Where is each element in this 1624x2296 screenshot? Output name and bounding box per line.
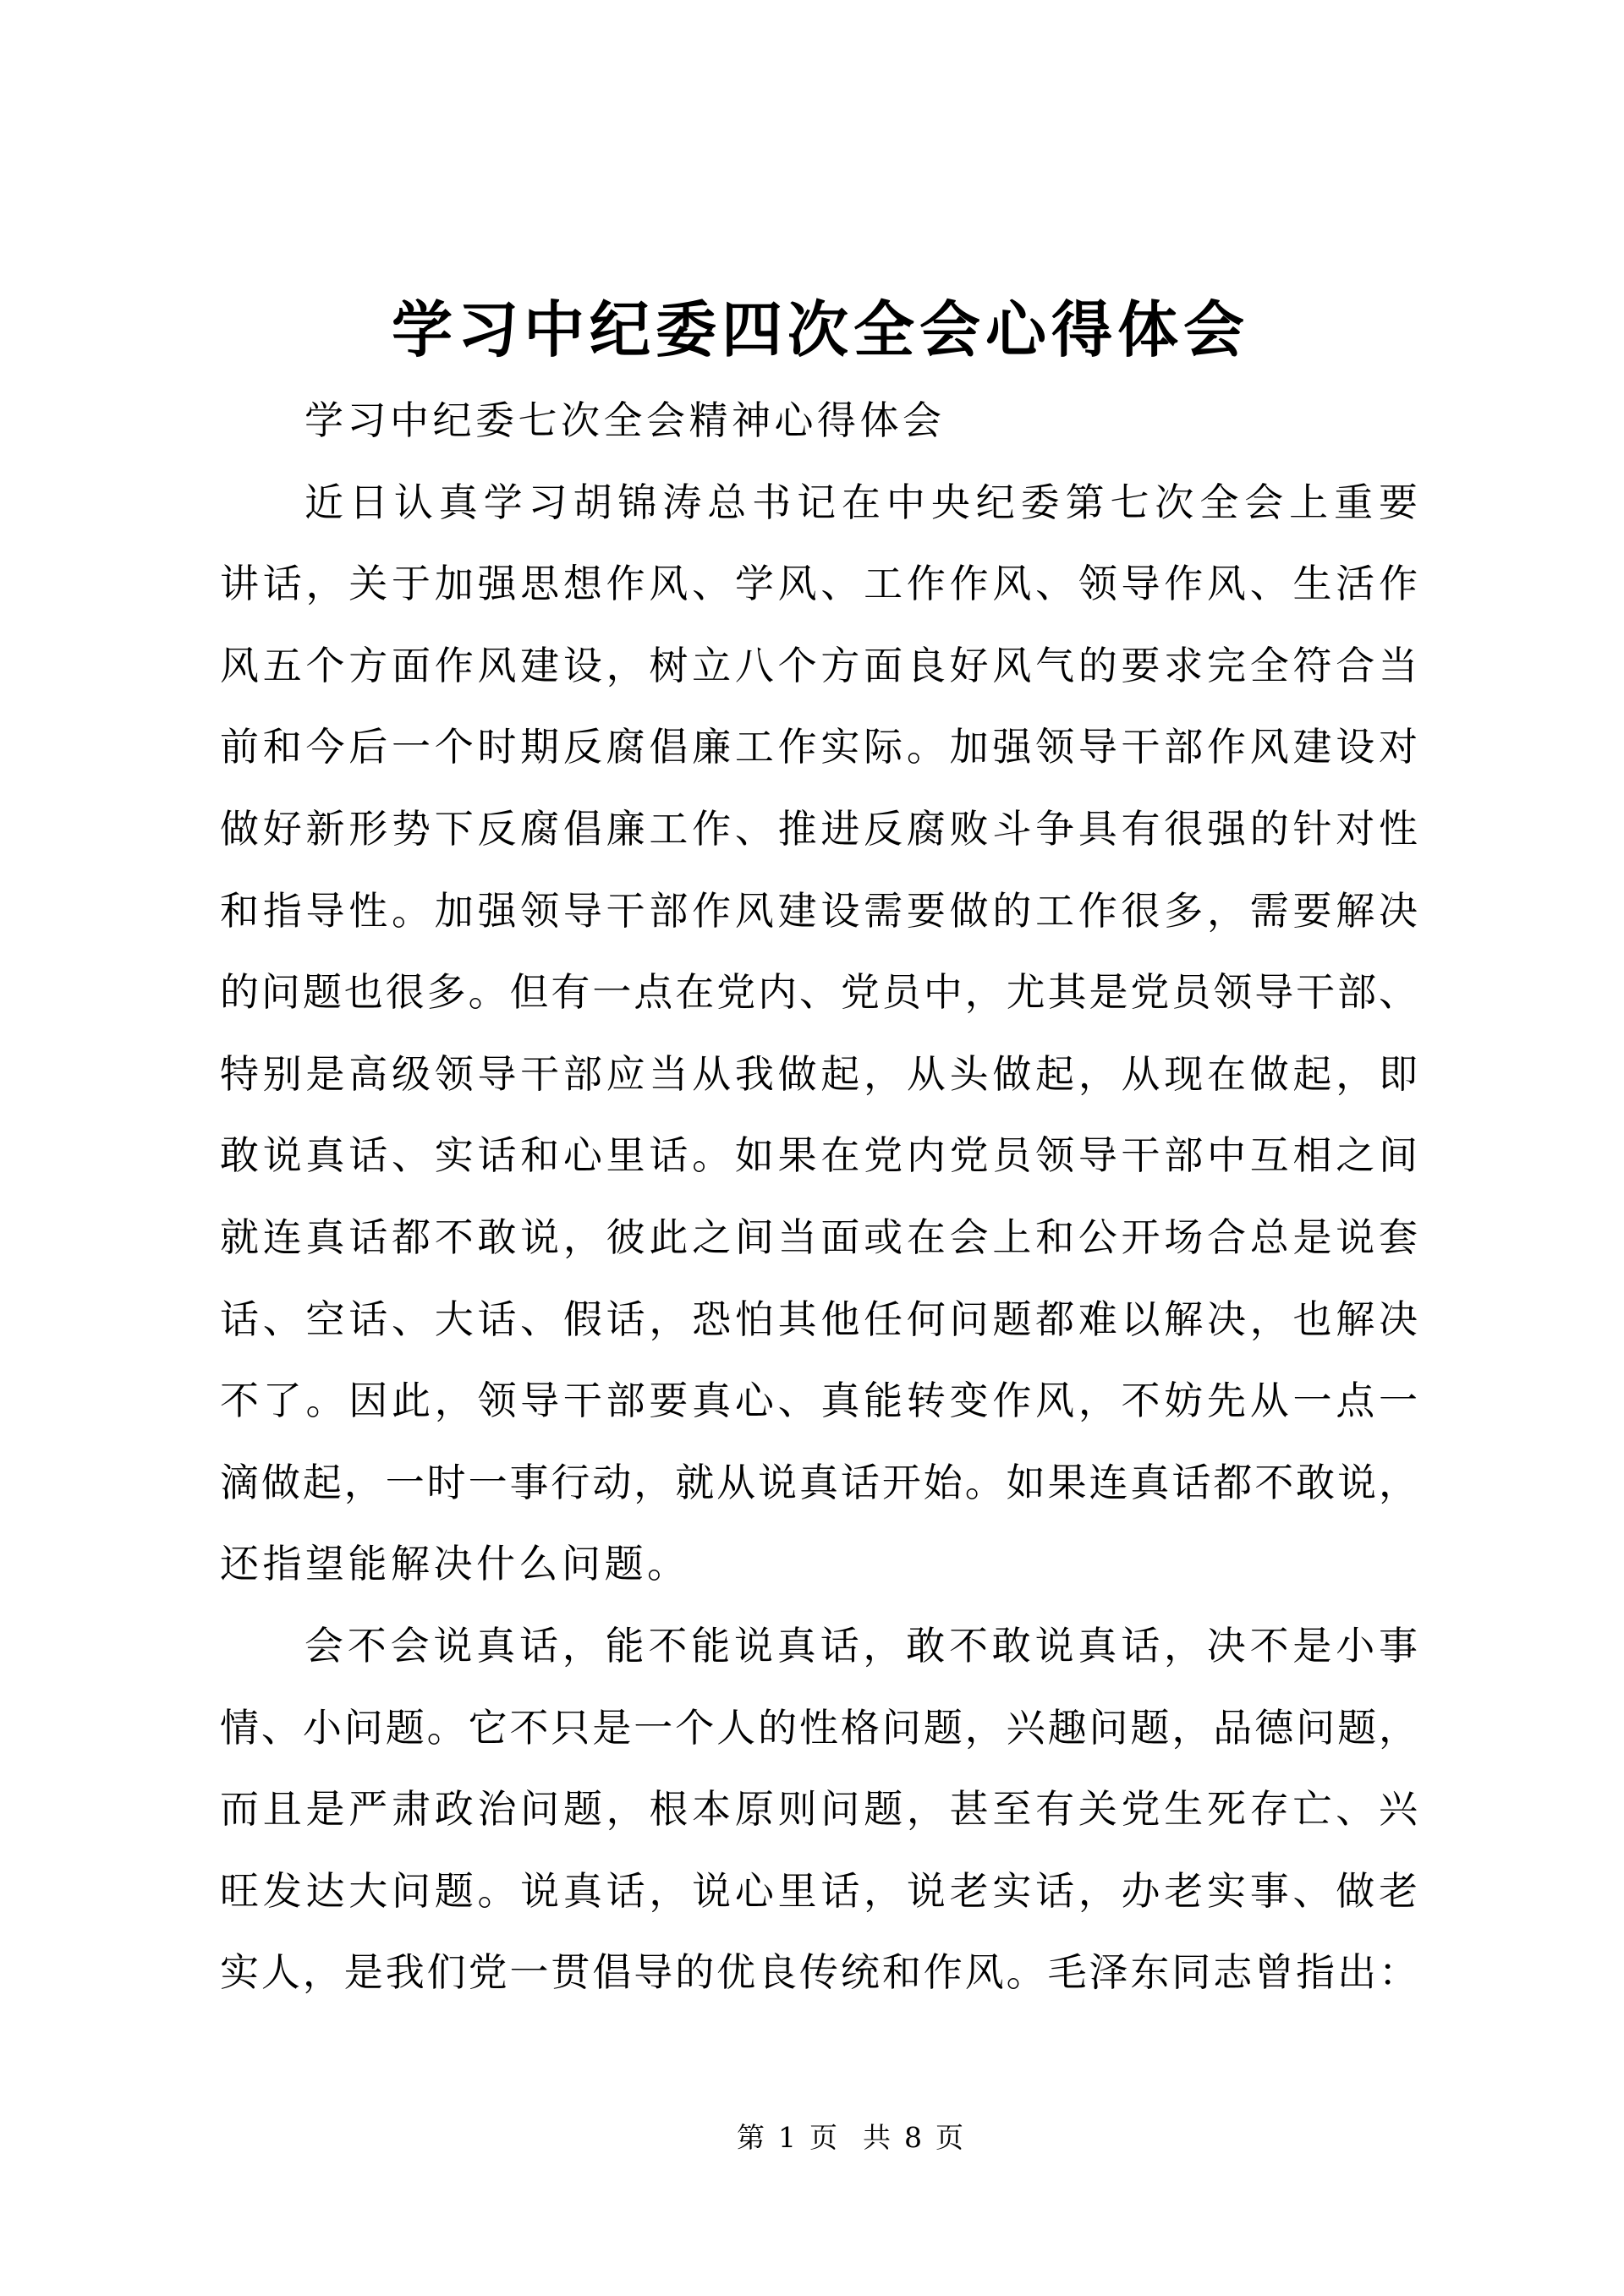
paragraph-line: 敢说真话、实话和心里话。如果在党内党员领导干部中互相之间 [220,1132,1418,1179]
paragraph-line: 讲话，关于加强思想作风、学风、工作作风、领导作风、生活作 [220,561,1418,607]
total-pages-number: 8 [904,2121,924,2154]
paragraph-line: 滴做起，一时一事行动，就从说真话开始。如果连真话都不敢说， [220,1459,1418,1505]
paragraph-line: 风五个方面作风建设，树立八个方面良好风气的要求完全符合当 [220,642,1418,688]
total-label-suffix: 页 [935,2121,965,2154]
paragraph-line: 前和今后一个时期反腐倡廉工作实际。加强领导干部作风建设对 [220,724,1418,770]
current-page-number: 1 [778,2121,798,2154]
paragraph-line: 旺发达大问题。说真话，说心里话，说老实话，办老实事、做老 [220,1867,1418,1914]
paragraph-line: 和指导性。加强领导干部作风建设需要做的工作很多，需要解决 [220,887,1418,934]
total-label-prefix: 共 [863,2121,892,2154]
paragraph-line: 不了。因此，领导干部要真心、真能转变作风，不妨先从一点一 [220,1378,1418,1424]
paragraph-line: 情、小问题。它不只是一个人的性格问题，兴趣问题，品德问题， [220,1704,1418,1751]
paragraph-line: 的问题也很多。但有一点在党内、党员中，尤其是党员领导干部、 [220,969,1418,1016]
page-label-prefix: 第 [737,2121,766,2154]
document-body [220,392,1418,2026]
paragraph-line: 就连真话都不敢说，彼此之间当面或在会上和公开场合总是说套 [220,1214,1418,1260]
document-title: 学习中纪委四次全会心得体会 [391,293,1249,365]
paragraph-line: 做好新形势下反腐倡廉工作、推进反腐败斗争具有很强的针对性 [220,805,1418,852]
paragraph-1 [220,474,1418,1618]
paragraph-line: 特别是高级领导干部应当从我做起，从头做起，从现在做起，即 [220,1050,1418,1097]
page-label-suffix: 页 [809,2121,839,2154]
page-footer [0,2114,1624,2162]
paragraph-line: 话、空话、大话、假话，恐怕其他任何问题都难以解决，也解决 [220,1296,1418,1342]
paragraph-2 [220,1618,1418,2026]
paragraph-line: 会不会说真话，能不能说真话，敢不敢说真话，决不是小事 [304,1622,1418,1669]
paragraph-line: 而且是严肃政治问题，根本原则问题，甚至有关党生死存亡、兴 [220,1786,1418,1833]
paragraph-line: 近日认真学习胡锦涛总书记在中央纪委第七次全会上重要 [304,479,1418,525]
document-subtitle: 学习中纪委七次全会精神心得体会 [304,397,946,443]
paragraph-line: 实人，是我们党一贯倡导的优良传统和作风。毛泽东同志曾指出： [220,1949,1418,1996]
paragraph-line: 还指望能解决什么问题。 [220,1541,690,1587]
